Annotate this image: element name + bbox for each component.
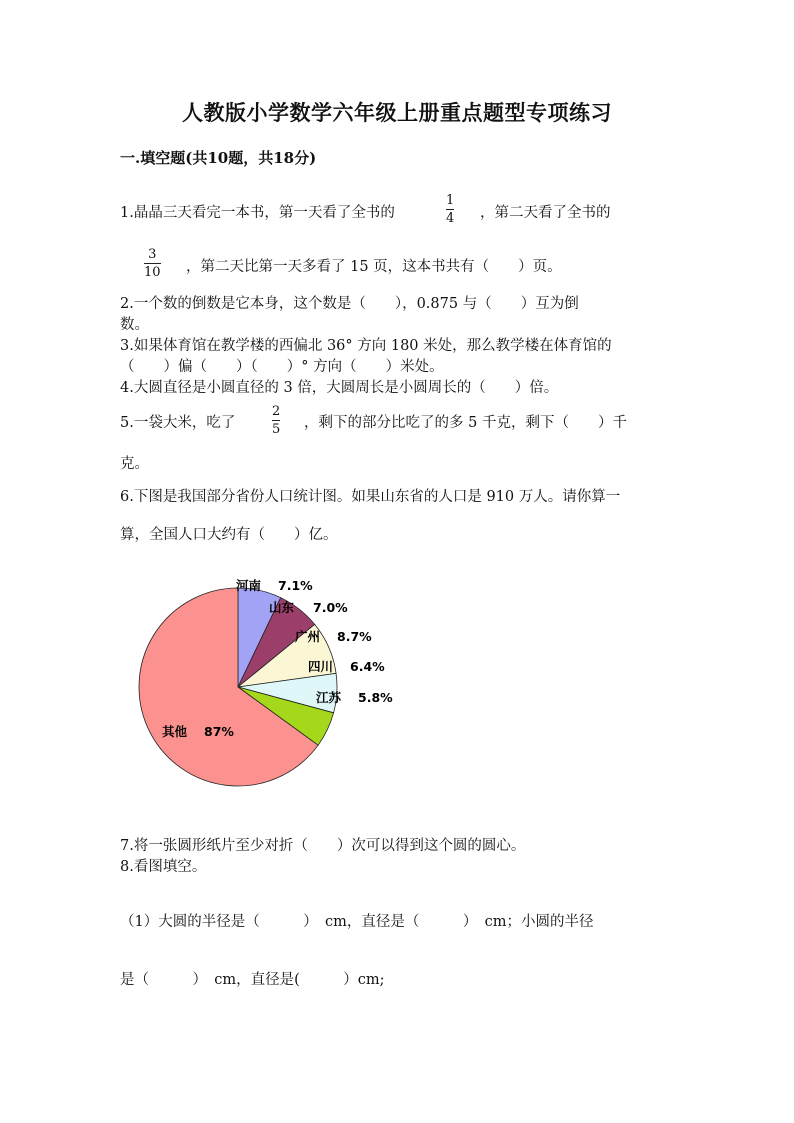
pie-slice-value: 7.1% bbox=[278, 578, 313, 593]
q5-line1-b: ，剩下的部分比吃了的多 5 千克，剩下（ ）千 bbox=[304, 415, 627, 431]
q8-line2: （1）大圆的半径是（ ） cm，直径是（ ） cm；小圆的半径 bbox=[120, 914, 594, 930]
q3-line1: 3.如果体育馆在教学楼的西偏北 36° 方向 180 米处，那么教学楼在体育馆的 bbox=[120, 338, 612, 354]
pie-slice-name: 山东 bbox=[269, 600, 295, 615]
fraction-denominator: 5 bbox=[272, 422, 281, 437]
q6-line2: 算，全国人口大约有（ ）亿。 bbox=[120, 527, 338, 543]
pie-slice-name: 广州 bbox=[295, 629, 321, 644]
pie-slice-value: 5.8% bbox=[358, 690, 393, 705]
fraction-denominator: 4 bbox=[446, 211, 455, 226]
q5-line2: 克。 bbox=[120, 456, 149, 472]
pie-slice-value: 8.7% bbox=[337, 629, 372, 644]
q8-line1: 8.看图填空。 bbox=[120, 859, 207, 875]
q1-line1-b: ，第二天看了全书的 bbox=[480, 205, 611, 221]
q7-line1: 7.将一张圆形纸片至少对折（ ）次可以得到这个圆的圆心。 bbox=[120, 838, 526, 854]
fraction-bar bbox=[144, 263, 161, 264]
q3-line2: （ ）偏（ ）（ ）° 方向（ ）米处。 bbox=[120, 359, 444, 375]
fraction-bar bbox=[272, 420, 280, 421]
q5-fraction bbox=[272, 404, 280, 437]
q1-fraction-2 bbox=[144, 247, 161, 280]
section-heading: 一.填空题(共10题，共18分) bbox=[120, 149, 317, 167]
fraction-numerator: 2 bbox=[272, 404, 281, 419]
population-pie-chart bbox=[130, 570, 430, 800]
q1-line2: ，第二天比第一天多看了 15 页，这本书共有（ ）页。 bbox=[186, 259, 562, 275]
q2-line2: 数。 bbox=[120, 317, 149, 333]
pie-slice-name: 四川 bbox=[308, 659, 334, 674]
fraction-bar bbox=[446, 209, 454, 210]
pie-slice-value: 6.4% bbox=[350, 659, 385, 674]
q6-line1: 6.下图是我国部分省份人口统计图。如果山东省的人口是 910 万人。请你算一 bbox=[120, 489, 621, 505]
pie-slice-name: 河南 bbox=[236, 578, 262, 593]
q2-line1: 2.一个数的倒数是它本身，这个数是（ ），0.875 与（ ）互为倒 bbox=[120, 296, 579, 312]
fraction-numerator: 1 bbox=[446, 193, 455, 208]
fraction-denominator: 10 bbox=[144, 265, 161, 280]
pie-slice-value: 7.0% bbox=[313, 600, 348, 615]
q1-fraction-1 bbox=[446, 193, 454, 226]
pie-slice-value: 87% bbox=[204, 724, 234, 739]
q4-line1: 4.大圆直径是小圆直径的 3 倍，大圆周长是小圆周长的（ ）倍。 bbox=[120, 380, 559, 396]
q5-line1-a: 5.一袋大米，吃了 bbox=[120, 415, 236, 431]
fraction-numerator: 3 bbox=[148, 247, 157, 262]
page-title: 人教版小学数学六年级上册重点题型专项练习 bbox=[182, 100, 612, 125]
q1-line1-a: 1.晶晶三天看完一本书，第一天看了全书的 bbox=[120, 205, 395, 221]
pie-slice-name: 其他 bbox=[162, 724, 188, 739]
q8-line3: 是（ ） cm，直径是( ）cm; bbox=[120, 972, 385, 988]
pie-slice-name: 江苏 bbox=[316, 690, 342, 705]
